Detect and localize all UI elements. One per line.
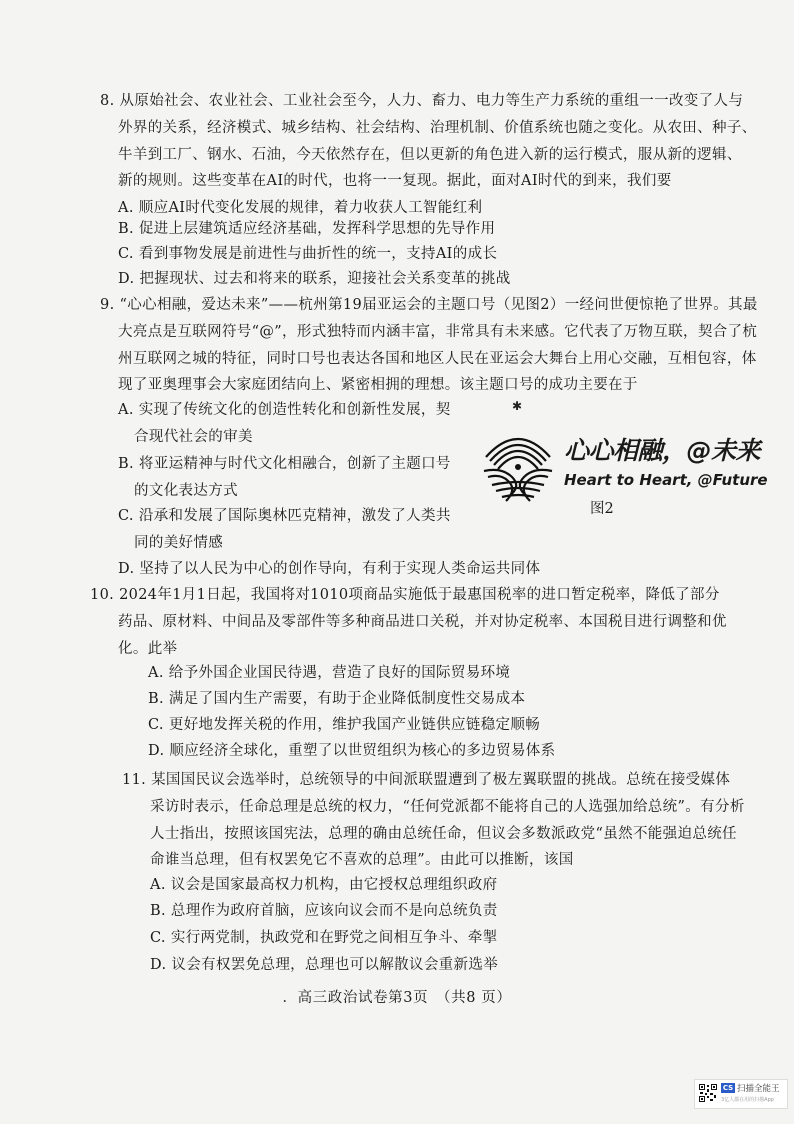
qr-code-icon [698,1083,718,1103]
q11-option-a: A. 议会是国家最高权力机构，由它授权总理组织政府 [150,877,498,893]
camscanner-logo-icon: CS [722,1084,734,1092]
q10-stem-line-3: 化。此举 [118,640,178,657]
q9-option-b-line-2: 的文化表达方式 [134,482,238,499]
q9-stem-line-3: 州互联网之城的特征，同时口号也表达各国和地区人民在亚运会大舞台上用心交融，互相包容，体 [118,350,757,367]
q10-stem-line-2: 药品、原材料、中间品及零部件等多种商品进口关税，并对协定税率、本国税目进行调整和优 [118,613,727,630]
q9-option-b [118,451,451,505]
q11-option-d: D. 议会有权罢免总理，总理也可以解散议会重新选举 [150,957,499,973]
q8-option-d: D. 把握现状、过去和将来的联系，迎接社会关系变革的挑战 [118,271,511,287]
scanner-brand-name: 扫描全能王 [737,1084,780,1094]
q11-stem-line-4: 命谁当总理，但有权罢免它不喜欢的总理”。由此可以推断，该国 [150,852,574,869]
q8-stem-line-2: 外界的关系，经济模式、城乡结构、社会结构、治理机制、价值系统也随之变化。从农田、种子、 [118,119,757,136]
q8-stem-line-1: 8. 从原始社会、农业社会、工业社会至今，人力、畜力、电力等生产力系统的重组一一改变了人与 [100,93,744,109]
scanner-watermark-badge [694,1079,788,1109]
q9-option-a-line-1: A. 实现了传统文化的创造性转化和创新性发展，契 [118,402,451,418]
q9-option-c-line-2: 同的美好情感 [134,534,224,551]
question-11 [122,767,790,874]
q9-stem-line-4: 现了亚奥理事会大家庭团结向上、紧密相拥的理想。该主题口号的成功主要在于 [118,377,638,394]
question-9 [100,292,758,399]
question-10 [90,582,758,662]
q10-option-c: C. 更好地发挥关税的作用，维护我国产业链供应链稳定顺畅 [148,717,541,733]
q8-option-a: A. 顺应AI时代变化发展的规律，着力收获人工智能红利 [118,200,483,216]
q8-stem-line-3: 牛羊到工厂、钢水、石油，今天依然存在，但以更新的角色进入新的运行模式，服从新的逻辑、 [118,146,742,163]
page-footer: ．高三政治试卷第3页 （共8 页） [282,990,512,1006]
q8-stem-line-4: 新的规则。这些变革在AI的时代，也将一一复现。据此，面对AI时代的到来，我们要 [118,173,672,190]
q9-stem-line-1: 9. “心心相融，爱达未来”——杭州第19届亚运会的主题口号（见图2）一经问世便惊艳了世界。其最 [100,297,758,313]
q9-stem-line-2: 大亮点是互联网符号“@”，形式独特而内涵丰富，非常具有未来感。它代表了万物互联，契合了杭 [118,323,758,340]
question-8 [100,88,758,195]
figure-label: 图2 [590,501,614,517]
q11-option-c: C. 实行两党制，执政党和在野党之间相互争斗、牵掣 [150,930,498,946]
q9-option-d: D. 坚持了以人民为中心的创作导向，有利于实现人类命运共同体 [118,561,541,577]
scanner-tagline: 3亿人都在用的扫描App [721,1097,774,1103]
q10-stem-line-1: 10. 2024年1月1日起，我国将对1010项商品实施低于最惠国税率的进口暂定税率，降低了部分 [90,587,720,603]
q9-option-c-line-1: C. 沿承和发展了国际奥林匹克精神，激发了人类共 [118,508,451,524]
hangzhou-asian-games-logo-icon [478,427,558,507]
q9-option-a-line-2: 合现代社会的审美 [134,428,253,445]
slogan-english: Heart to Heart, @Future [564,471,768,489]
slogan-chinese: 心心相融，@未来 [564,436,761,465]
q8-option-b: B. 促进上层建筑适应经济基础，发挥科学思想的先导作用 [118,221,496,237]
q10-option-b: B. 满足了国内生产需要，有助于企业降低制度性交易成本 [148,691,526,707]
q9-option-b-line-1: B. 将亚运精神与时代文化相融合，创新了主题口号 [118,456,451,472]
figure-2 [478,427,768,517]
q10-option-a: A. 给予外国企业国民待遇，营造了良好的国际贸易环境 [148,665,511,681]
q11-stem-line-1: 11. 某国国民议会选举时，总统领导的中间派联盟遭到了极左翼联盟的挑战。总统在接受媒体 [122,772,731,788]
q11-stem-line-3: 人士指出，按照该国宪法，总理的确由总统任命，但议会多数派政党“虽然不能强迫总统任 [150,825,737,842]
q9-option-a [118,397,451,451]
q11-stem-line-2: 采访时表示，任命总理是总统的权力，“任何党派都不能将自己的人选强加给总统”。有分析 [150,798,745,815]
q11-option-b: B. 总理作为政府首脑，应该向议会而不是向总统负责 [150,903,498,919]
q8-option-c: C. 看到事物发展是前进性与曲折性的统一，支持AI的成长 [118,246,498,262]
scan-speck-icon: ✱ [512,399,523,413]
q9-option-c [118,503,451,557]
q10-option-d: D. 顺应经济全球化，重塑了以世贸组织为核心的多边贸易体系 [148,743,556,759]
